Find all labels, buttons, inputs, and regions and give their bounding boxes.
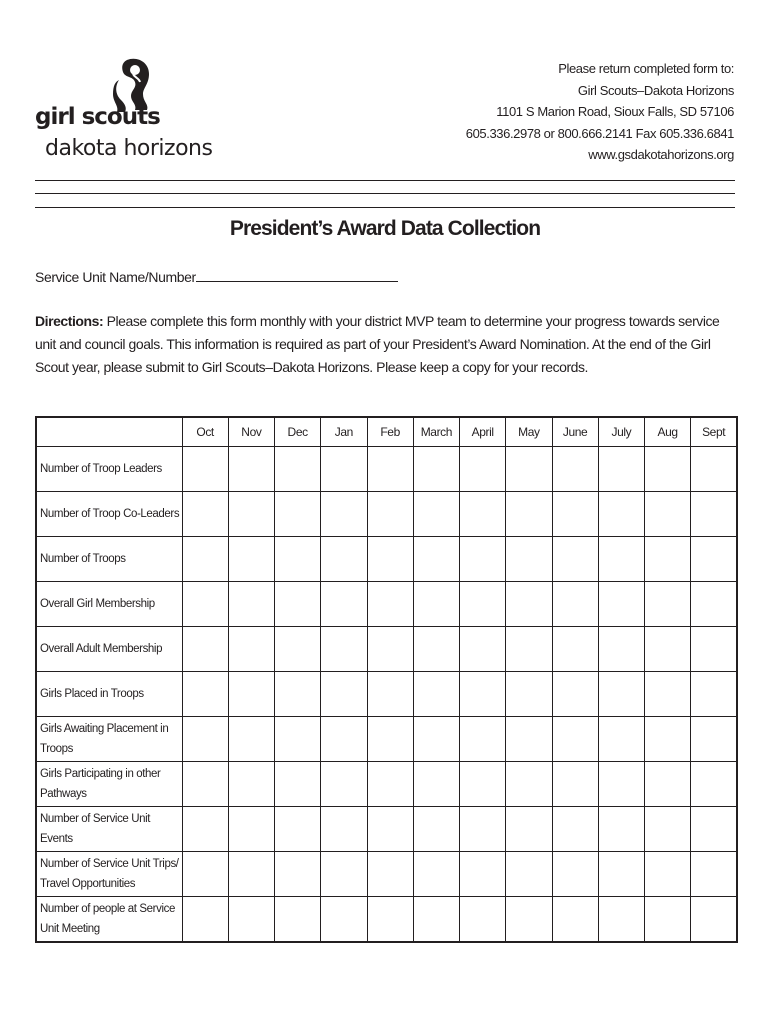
table-cell-input[interactable]: [275, 717, 321, 762]
column-header-may: May: [506, 417, 552, 447]
table-cell-input[interactable]: [552, 582, 598, 627]
table-cell-input[interactable]: [275, 672, 321, 717]
table-cell-input[interactable]: [367, 762, 413, 807]
table-cell-input[interactable]: [182, 807, 228, 852]
table-cell-input[interactable]: [460, 492, 506, 537]
table-cell-input[interactable]: [228, 717, 274, 762]
table-cell-input[interactable]: [228, 897, 274, 943]
table-cell-input[interactable]: [321, 582, 367, 627]
table-cell-input[interactable]: [506, 627, 552, 672]
table-cell-input[interactable]: [182, 492, 228, 537]
table-cell-input[interactable]: [598, 807, 644, 852]
table-row: [36, 807, 737, 852]
column-header-june: June: [552, 417, 598, 447]
directions-text: Please complete this form monthly with your district MVP team to determine your progress towards service unit and council goals. This information is required as part of your President’s Award Nomination. At the end of the Girl Scout year, please submit to Girl Scouts–Dakota Horizons. Please keep a copy for your records.: [35, 313, 720, 375]
table-cell-input[interactable]: [552, 447, 598, 492]
table-cell-input[interactable]: [506, 717, 552, 762]
table-cell-input[interactable]: [228, 447, 274, 492]
table-cell-input[interactable]: [321, 897, 367, 943]
table-cell-input[interactable]: [321, 627, 367, 672]
table-cell-input[interactable]: [413, 447, 459, 492]
table-cell-input[interactable]: [321, 762, 367, 807]
table-cell-input[interactable]: [598, 717, 644, 762]
table-cell-input[interactable]: [552, 537, 598, 582]
table-cell-input[interactable]: [552, 717, 598, 762]
table-cell-input[interactable]: [691, 807, 737, 852]
logo-text-council: dakota horizons: [45, 136, 213, 161]
table-cell-input[interactable]: [691, 582, 737, 627]
table-cell-input[interactable]: [367, 537, 413, 582]
header-divider-middle: [35, 193, 735, 194]
return-address-block: [466, 58, 734, 166]
table-cell-input[interactable]: [413, 717, 459, 762]
table-cell-input[interactable]: [506, 807, 552, 852]
table-cell-input[interactable]: [321, 717, 367, 762]
table-cell-input[interactable]: [182, 852, 228, 897]
table-cell-input[interactable]: [691, 537, 737, 582]
return-heading: Please return completed form to:: [558, 61, 734, 76]
table-cell-input[interactable]: [367, 717, 413, 762]
data-collection-table: [35, 416, 738, 943]
table-cell-input[interactable]: [367, 672, 413, 717]
table-cell-input[interactable]: [506, 897, 552, 943]
table-cell-input[interactable]: [321, 492, 367, 537]
table-cell-input[interactable]: [321, 672, 367, 717]
table-cell-input[interactable]: [275, 807, 321, 852]
page-title: President’s Award Data Collection: [229, 217, 541, 240]
directions-paragraph: [35, 310, 725, 379]
table-cell-input[interactable]: [182, 897, 228, 943]
table-cell-input[interactable]: [691, 762, 737, 807]
table-row: [36, 897, 737, 943]
table-cell-input[interactable]: [645, 852, 691, 897]
row-label: Number of Troop Co-Leaders: [36, 492, 182, 537]
table-row: [36, 492, 737, 537]
table-cell-input[interactable]: [506, 537, 552, 582]
column-header-aug: Aug: [645, 417, 691, 447]
table-cell-input[interactable]: [413, 897, 459, 943]
table-cell-input[interactable]: [275, 627, 321, 672]
table-row: [36, 627, 737, 672]
table-cell-input[interactable]: [552, 672, 598, 717]
table-cell-input[interactable]: [182, 537, 228, 582]
table-cell-input[interactable]: [413, 582, 459, 627]
table-cell-input[interactable]: [691, 447, 737, 492]
table-cell-input[interactable]: [413, 627, 459, 672]
table-cell-input[interactable]: [645, 672, 691, 717]
table-cell-input[interactable]: [275, 492, 321, 537]
table-cell-input[interactable]: [598, 672, 644, 717]
table-cell-input[interactable]: [460, 672, 506, 717]
table-header-row: [36, 417, 737, 447]
row-label: Number of Troop Leaders: [36, 447, 182, 492]
table-cell-input[interactable]: [182, 627, 228, 672]
table-cell-input[interactable]: [691, 672, 737, 717]
row-label: Girls Placed in Troops: [36, 672, 182, 717]
table-cell-input[interactable]: [691, 492, 737, 537]
table-cell-input[interactable]: [506, 582, 552, 627]
table-cell-input[interactable]: [367, 492, 413, 537]
table-cell-input[interactable]: [367, 627, 413, 672]
row-label: Girls Awaiting Placement in Troops: [36, 717, 182, 762]
column-header-jan: Jan: [321, 417, 367, 447]
column-header-label: [36, 417, 182, 447]
table-cell-input[interactable]: [645, 717, 691, 762]
column-header-dec: Dec: [275, 417, 321, 447]
table-row: [36, 447, 737, 492]
table-cell-input[interactable]: [275, 852, 321, 897]
table-cell-input[interactable]: [691, 717, 737, 762]
table-cell-input[interactable]: [275, 537, 321, 582]
table-cell-input[interactable]: [228, 492, 274, 537]
service-unit-row: [35, 267, 398, 285]
table-cell-input[interactable]: [460, 897, 506, 943]
table-row: [36, 762, 737, 807]
table-cell-input[interactable]: [552, 897, 598, 943]
table-cell-input[interactable]: [598, 762, 644, 807]
table-cell-input[interactable]: [413, 807, 459, 852]
table-cell-input[interactable]: [182, 447, 228, 492]
return-phone: 605.336.2978 or 800.666.2141 Fax 605.336.6841: [465, 125, 734, 141]
table-row: [36, 582, 737, 627]
row-label: Girls Participating in other Pathways: [36, 762, 182, 807]
table-cell-input[interactable]: [228, 537, 274, 582]
table-cell-input[interactable]: [645, 537, 691, 582]
table-cell-input[interactable]: [413, 672, 459, 717]
header-divider-top: [35, 180, 735, 181]
table-cell-input[interactable]: [691, 627, 737, 672]
table-cell-input[interactable]: [367, 807, 413, 852]
table-cell-input[interactable]: [182, 717, 228, 762]
table-cell-input[interactable]: [228, 852, 274, 897]
table-cell-input[interactable]: [413, 537, 459, 582]
return-org: Girl Scouts–Dakota Horizons: [577, 82, 734, 98]
table-cell-input[interactable]: [691, 897, 737, 943]
table-cell-input[interactable]: [460, 807, 506, 852]
table-cell-input[interactable]: [598, 897, 644, 943]
table-cell-input[interactable]: [228, 807, 274, 852]
row-label: Overall Girl Membership: [36, 582, 182, 627]
table-cell-input[interactable]: [645, 447, 691, 492]
table-cell-input[interactable]: [460, 447, 506, 492]
service-unit-label: Service Unit Name/Number: [35, 269, 196, 285]
table-cell-input[interactable]: [367, 897, 413, 943]
table-cell-input[interactable]: [228, 582, 274, 627]
row-label: Number of Service Unit Events: [36, 807, 182, 852]
row-label: Overall Adult Membership: [36, 627, 182, 672]
row-label: Number of Service Unit Trips/ Travel Opportunities: [36, 852, 182, 897]
table-cell-input[interactable]: [645, 492, 691, 537]
service-unit-input[interactable]: [196, 267, 398, 282]
table-cell-input[interactable]: [598, 582, 644, 627]
column-header-march: March: [413, 417, 459, 447]
table-cell-input[interactable]: [691, 852, 737, 897]
table-cell-input[interactable]: [506, 492, 552, 537]
table-cell-input[interactable]: [182, 762, 228, 807]
table-cell-input[interactable]: [275, 762, 321, 807]
table-cell-input[interactable]: [228, 672, 274, 717]
table-cell-input[interactable]: [228, 627, 274, 672]
table-cell-input[interactable]: [506, 447, 552, 492]
column-header-feb: Feb: [367, 417, 413, 447]
table-cell-input[interactable]: [598, 627, 644, 672]
table-cell-input[interactable]: [460, 852, 506, 897]
table-cell-input[interactable]: [413, 852, 459, 897]
table-cell-input[interactable]: [275, 582, 321, 627]
table-cell-input[interactable]: [321, 807, 367, 852]
directions-label: Directions:: [35, 313, 104, 329]
table-row: [36, 717, 737, 762]
table-cell-input[interactable]: [460, 537, 506, 582]
table-cell-input[interactable]: [275, 447, 321, 492]
table-cell-input[interactable]: [598, 852, 644, 897]
table-cell-input[interactable]: [182, 582, 228, 627]
table-cell-input[interactable]: [275, 897, 321, 943]
return-street: 1101 S Marion Road, Sioux Falls, SD 57106: [496, 104, 734, 119]
column-header-july: July: [598, 417, 644, 447]
column-header-sept: Sept: [691, 417, 737, 447]
row-label: Number of Troops: [36, 537, 182, 582]
table-cell-input[interactable]: [228, 762, 274, 807]
table-cell-input[interactable]: [645, 762, 691, 807]
table-cell-input[interactable]: [460, 717, 506, 762]
table-row: [36, 672, 737, 717]
table-cell-input[interactable]: [598, 537, 644, 582]
table-body: [36, 447, 737, 943]
column-header-april: April: [460, 417, 506, 447]
table-cell-input[interactable]: [367, 582, 413, 627]
logo-text-girl-scouts: girl scouts: [35, 104, 160, 130]
table-cell-input[interactable]: [598, 447, 644, 492]
return-website-link[interactable]: www.gsdakotahorizons.org: [588, 147, 734, 162]
table-cell-input[interactable]: [552, 762, 598, 807]
organization-logo: [35, 58, 225, 168]
table-cell-input[interactable]: [645, 582, 691, 627]
table-cell-input[interactable]: [460, 762, 506, 807]
table-cell-input[interactable]: [460, 582, 506, 627]
table-cell-input[interactable]: [506, 672, 552, 717]
table-cell-input[interactable]: [645, 807, 691, 852]
table-cell-input[interactable]: [321, 537, 367, 582]
table-cell-input[interactable]: [367, 447, 413, 492]
row-label: Number of people at Service Unit Meeting: [36, 897, 182, 943]
header-divider-bottom: [35, 207, 735, 208]
table-cell-input[interactable]: [506, 762, 552, 807]
table-cell-input[interactable]: [552, 492, 598, 537]
column-header-oct: Oct: [182, 417, 228, 447]
table-cell-input[interactable]: [321, 852, 367, 897]
table-row: [36, 537, 737, 582]
table-cell-input[interactable]: [460, 627, 506, 672]
table-cell-input[interactable]: [552, 627, 598, 672]
table-cell-input[interactable]: [367, 852, 413, 897]
table-cell-input[interactable]: [645, 627, 691, 672]
table-cell-input[interactable]: [321, 447, 367, 492]
table-cell-input[interactable]: [552, 852, 598, 897]
table-cell-input[interactable]: [413, 492, 459, 537]
column-header-nov: Nov: [228, 417, 274, 447]
table-cell-input[interactable]: [413, 762, 459, 807]
table-cell-input[interactable]: [552, 807, 598, 852]
table-cell-input[interactable]: [645, 897, 691, 943]
table-row: [36, 852, 737, 897]
table-cell-input[interactable]: [182, 672, 228, 717]
table-cell-input[interactable]: [598, 492, 644, 537]
table-cell-input[interactable]: [506, 852, 552, 897]
